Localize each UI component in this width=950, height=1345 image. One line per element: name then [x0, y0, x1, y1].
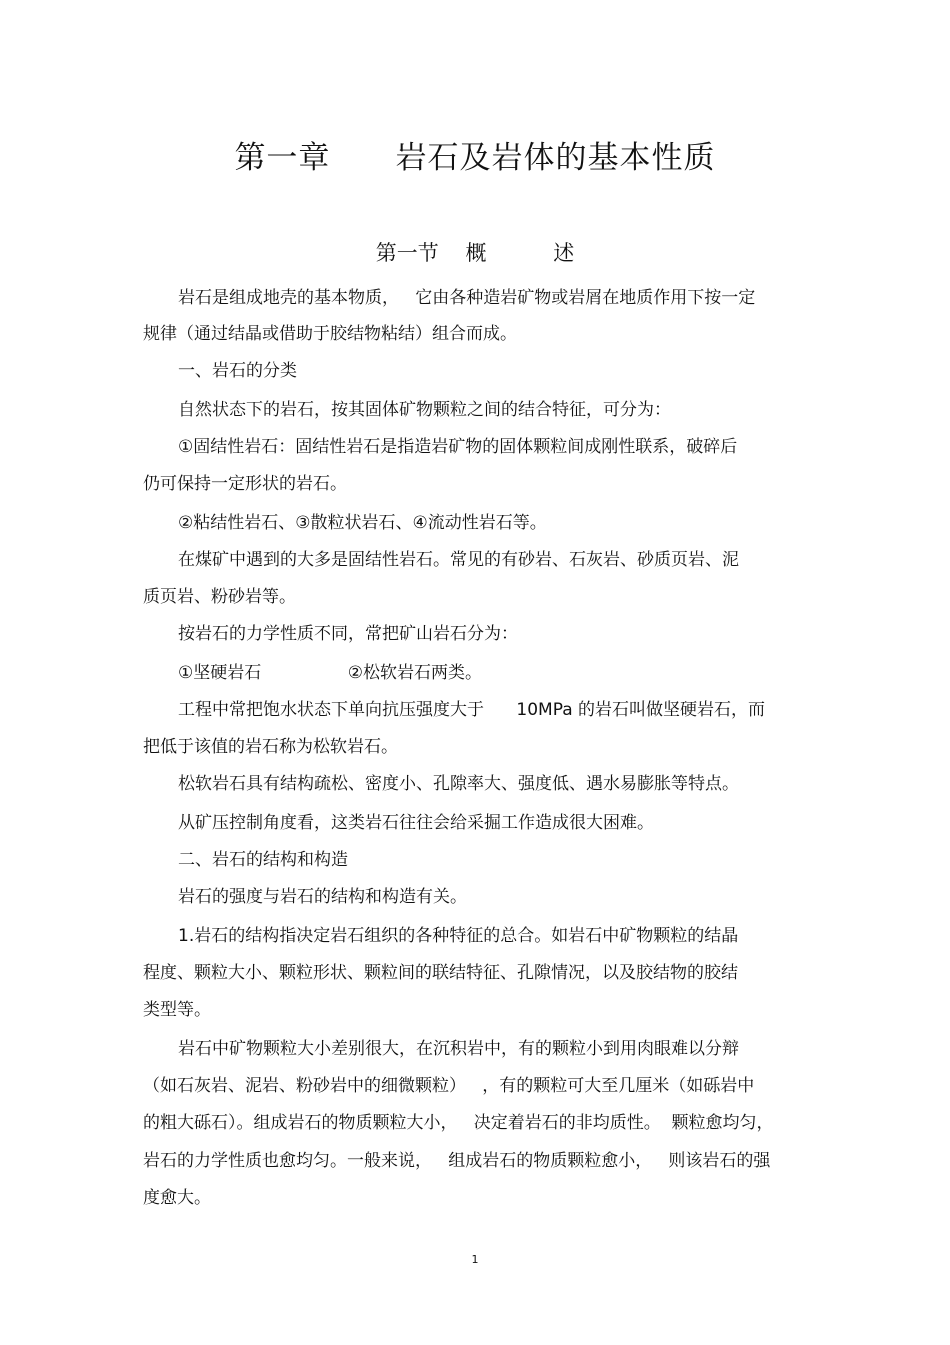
paragraph-line: 自然状态下的岩石，按其固体矿物颗粒之间的结合特征，可分为： — [178, 400, 671, 420]
paragraph-line: 在煤矿中遇到的大多是固结性岩石。常见的有砂岩、石灰岩、砂质页岩、泥 — [178, 550, 739, 570]
page-number: 1 — [471, 1253, 479, 1266]
paragraph-line: 岩石中矿物颗粒大小差别很大，在沉积岩中，有的颗粒小到用肉眼难以分辩 — [178, 1039, 739, 1059]
paragraph-line: ②粘结性岩石、③散粒状岩石、④流动性岩石等。 — [178, 513, 547, 533]
paragraph-line: 按岩石的力学性质不同，常把矿山岩石分为： — [178, 624, 518, 644]
paragraph-line: ①坚硬岩石 ②松软岩石两类。 — [178, 663, 482, 683]
subheading: 一、岩石的分类 — [178, 361, 297, 381]
chapter-title: 第一章 岩石及岩体的基本性质 — [234, 140, 716, 176]
paragraph-line: 度愈大。 — [143, 1188, 211, 1208]
paragraph-line: 松软岩石具有结构疏松、密度小、孔隙率大、强度低、遇水易膨胀等特点。 — [178, 774, 739, 794]
paragraph-line: 仍可保持一定形状的岩石。 — [143, 474, 347, 494]
paragraph-line: 从矿压控制角度看，这类岩石往往会给采掘工作造成很大困难。 — [178, 813, 654, 833]
paragraph-line: 工程中常把饱水状态下单向抗压强度大于 10MPa 的岩石叫做坚硬岩石，而 — [178, 700, 766, 720]
paragraph-line: 规律（通过结晶或借助于胶结物粘结）组合而成。 — [143, 324, 517, 344]
paragraph-line: 程度、颗粒大小、颗粒形状、颗粒间的联结特征、孔隙情况，以及胶结物的胶结 — [143, 963, 738, 983]
paragraph-line: 岩石是组成地壳的基本物质， 它由各种造岩矿物或岩屑在地质作用下按一定 — [178, 288, 756, 308]
paragraph-line: （如石灰岩、泥岩、粉砂岩中的细微颗粒） ，有的颗粒可大至几厘米（如砾岩中 — [143, 1076, 755, 1096]
section-title: 第一节 概 述 — [375, 241, 575, 265]
paragraph-line: 类型等。 — [143, 1000, 211, 1020]
paragraph-line: 1.岩石的结构指决定岩石组织的各种特征的总合。如岩石中矿物颗粒的结晶 — [178, 926, 739, 946]
paragraph-line: 岩石的强度与岩石的结构和构造有关。 — [178, 887, 467, 907]
paragraph-line: 把低于该值的岩石称为松软岩石。 — [143, 737, 398, 757]
paragraph-line: 的粗大砾石）。组成岩石的物质颗粒大小， 决定着岩石的非均质性。 颗粒愈均匀， — [143, 1113, 774, 1133]
paragraph-line: 岩石的力学性质也愈均匀。一般来说， 组成岩石的物质颗粒愈小， 则该岩石的强 — [143, 1151, 771, 1171]
paragraph-line: 质页岩、粉砂岩等。 — [143, 587, 296, 607]
paragraph-line: ①固结性岩石：固结性岩石是指造岩矿物的固体颗粒间成刚性联系，破碎后 — [178, 437, 738, 457]
subheading: 二、岩石的结构和构造 — [178, 850, 348, 870]
